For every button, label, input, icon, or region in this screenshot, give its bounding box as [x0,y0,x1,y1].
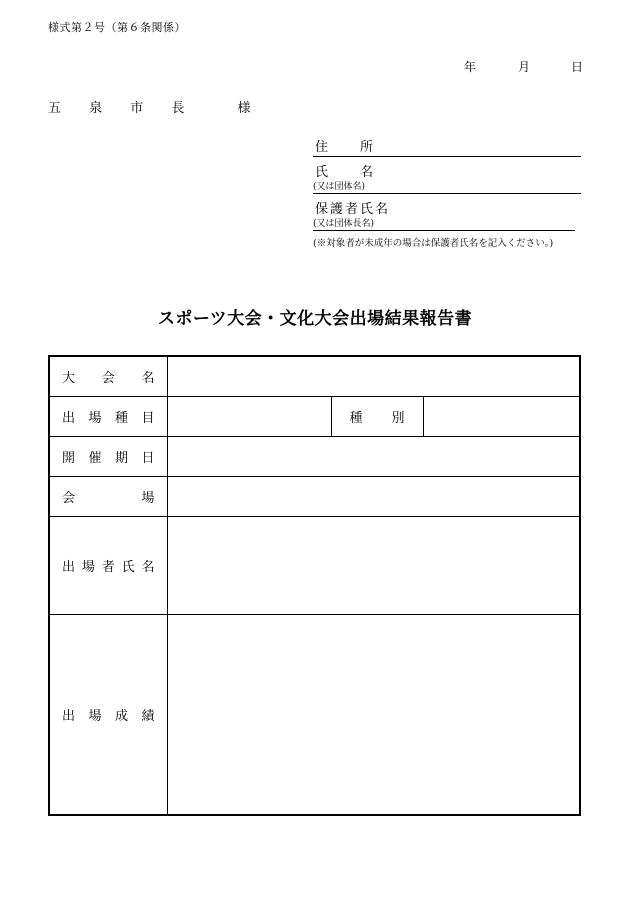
results-field[interactable] [167,614,580,815]
rep-note: (又は団体長名) [313,219,375,229]
event-type-row [49,396,580,436]
guardian-line[interactable] [313,216,575,231]
date-day-label: 日 [571,60,584,74]
results-row [49,614,580,815]
venue-label: 会 場 [49,476,167,516]
name-line[interactable] [313,179,581,194]
event-name-row [49,356,580,396]
date-month-label: 月 [518,60,531,74]
participants-row [49,516,580,614]
event-name-label: 大 会 名 [49,356,167,396]
category-field[interactable] [423,396,580,436]
participants-label: 出 場 者 氏 名 [49,516,167,614]
minor-note: (※対象者が未成年の場合は保護者氏名を記入ください。) [313,238,554,249]
guardian-label: 保護者氏名 [315,202,391,217]
event-date-field[interactable] [167,436,580,476]
venue-field[interactable] [167,476,580,516]
event-date-label: 開 催 期 日 [49,436,167,476]
address-line[interactable] [313,138,581,157]
category-label: 種 別 [331,396,423,436]
event-type-label: 出 場 種 目 [49,396,167,436]
venue-row [49,476,580,516]
date-year-label: 年 [464,60,477,74]
applicant-block [313,138,581,249]
event-name-field[interactable] [167,356,580,396]
participants-field[interactable] [167,516,580,614]
org-note: (又は団体名) [313,182,366,192]
document-title: スポーツ大会・文化大会出場結果報告書 [157,309,473,329]
report-table [48,355,581,816]
name-label: 氏 名 [315,165,376,180]
date-row [49,436,580,476]
address-label: 住 所 [315,140,376,155]
form-number: 様式第２号（第６条関係） [48,21,186,34]
results-label: 出 場 成 績 [49,614,167,815]
addressee: 五 泉 市 長 様 [48,101,263,116]
event-type-field[interactable] [167,396,331,436]
